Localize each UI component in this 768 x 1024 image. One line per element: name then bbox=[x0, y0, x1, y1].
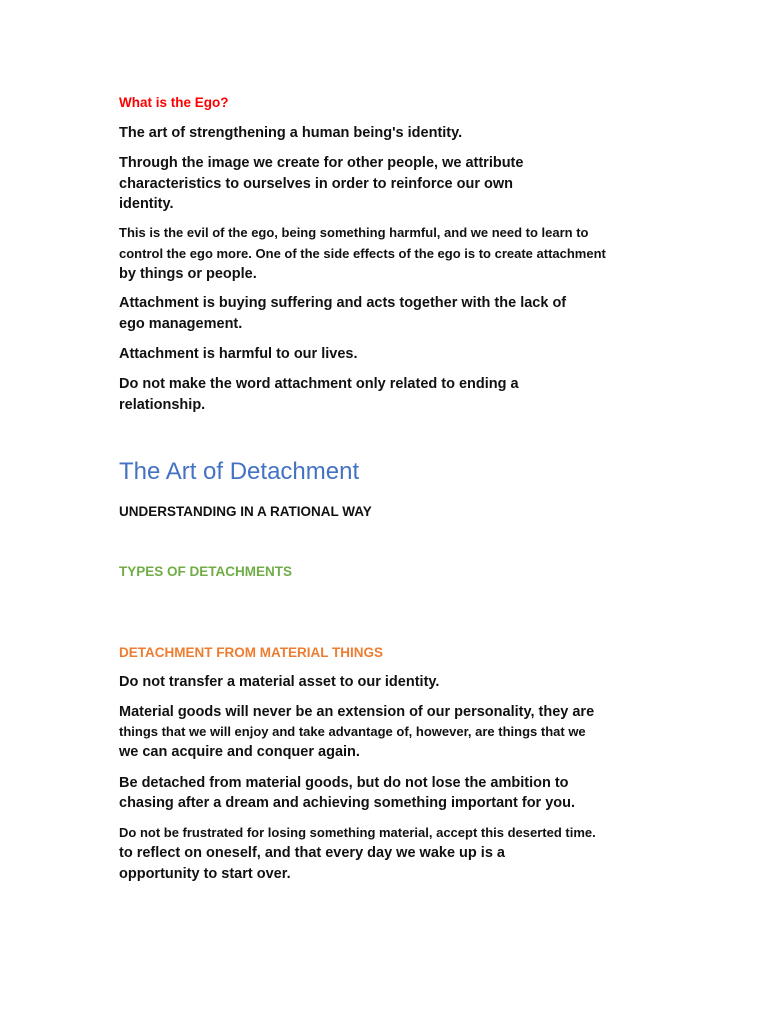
paragraph bbox=[119, 374, 519, 416]
paragraph-line: things that we will enjoy and take advantage of, however, are things that we bbox=[119, 724, 586, 739]
material-heading: DETACHMENT FROM MATERIAL THINGS bbox=[119, 645, 383, 660]
paragraph-line: to reflect on oneself, and that every day we wake up is a bbox=[119, 845, 505, 861]
paragraph: The art of strengthening a human being's identity. bbox=[119, 125, 463, 141]
paragraph bbox=[119, 773, 575, 813]
paragraph-line: chasing after a dream and achieving something important for you. bbox=[119, 795, 576, 811]
paragraph-line: by things or people. bbox=[119, 266, 257, 282]
paragraph-line: ego management. bbox=[119, 316, 243, 332]
paragraph-line: relationship. bbox=[119, 397, 206, 413]
paragraph-line: identity. bbox=[119, 196, 174, 212]
subtitle: UNDERSTANDING IN A RATIONAL WAY bbox=[119, 504, 372, 519]
paragraph: Do not transfer a material asset to our identity. bbox=[119, 674, 440, 690]
paragraph-line: Material goods will never be an extension of our personality, they are bbox=[119, 704, 595, 720]
paragraph-line: characteristics to ourselves in order to reinforce our own bbox=[119, 176, 514, 192]
types-heading: TYPES OF DETACHMENTS bbox=[119, 564, 293, 579]
paragraph-line: Attachment is buying suffering and acts together with the lack of bbox=[119, 295, 567, 311]
paragraph bbox=[119, 702, 594, 762]
paragraph-line: Through the image we create for other people, we attribute bbox=[119, 155, 524, 171]
paragraph bbox=[119, 153, 523, 215]
paragraph-line: control the ego more. One of the side effects of the ego is to create attachment bbox=[119, 246, 606, 261]
paragraph-line: This is the evil of the ego, being something harmful, and we need to learn to bbox=[119, 225, 589, 240]
paragraph bbox=[119, 293, 566, 335]
paragraph-line: Do not make the word attachment only related to ending a bbox=[119, 376, 519, 392]
paragraph-line: Be detached from material goods, but do not lose the ambition to bbox=[119, 775, 569, 791]
paragraph-line: opportunity to start over. bbox=[119, 866, 291, 882]
paragraph-line: Do not be frustrated for losing something material, accept this deserted time. bbox=[119, 825, 596, 840]
paragraph bbox=[119, 822, 596, 885]
page-title: The Art of Detachment bbox=[119, 458, 360, 485]
paragraph-line: we can acquire and conquer again. bbox=[119, 744, 360, 760]
ego-heading: What is the Ego? bbox=[119, 95, 229, 110]
paragraph: Attachment is harmful to our lives. bbox=[119, 346, 358, 362]
paragraph bbox=[119, 222, 606, 285]
